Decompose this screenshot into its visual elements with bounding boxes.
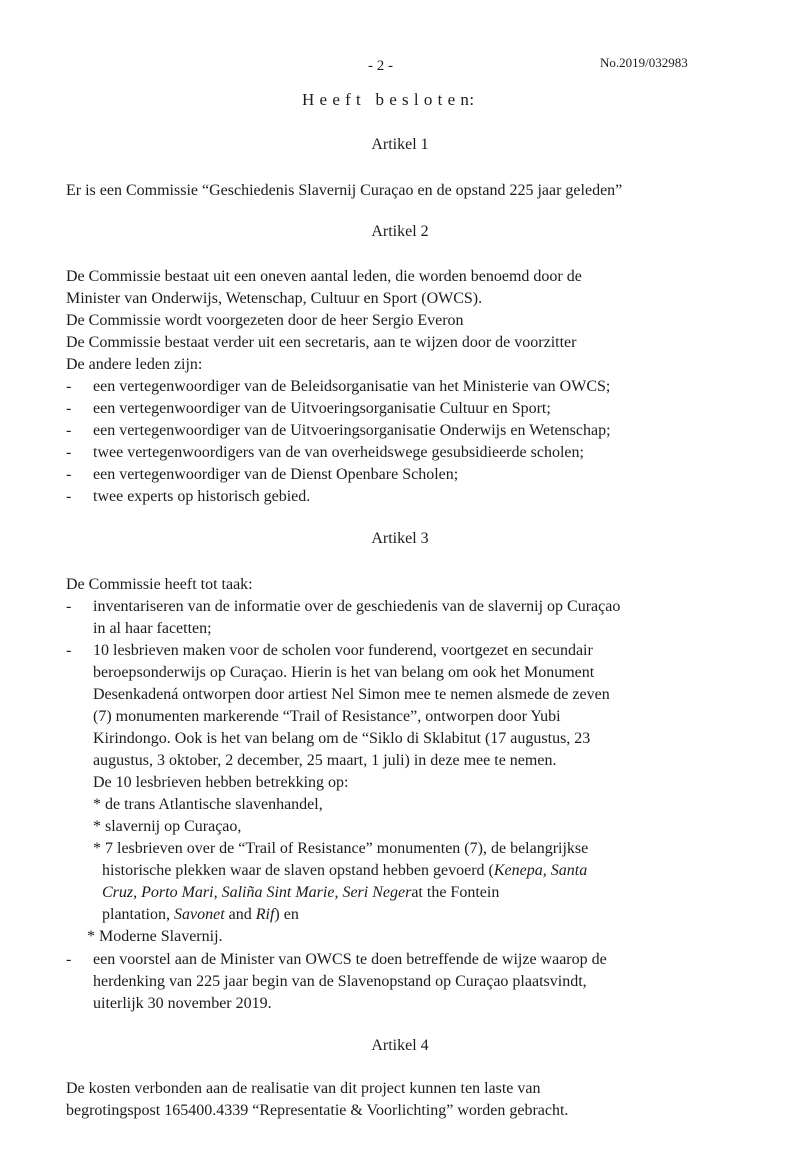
page-number: - 2 - <box>368 58 393 74</box>
place-name: Rif <box>255 906 275 923</box>
list-dash: - <box>66 951 72 968</box>
artikel-2-line: De Commissie bestaat verder uit een secretaris, aan te wijzen door de voorzitter <box>66 334 577 351</box>
subitem-modern-slavery: * Moderne Slavernij. <box>87 928 223 945</box>
place-names: Kenepa, Santa <box>493 862 588 879</box>
task-2-line: 10 lesbrieven maken voor de scholen voor funderend, voortgezet en secundair <box>93 642 593 659</box>
subitem-trail-line <box>102 860 587 881</box>
list-dash: - <box>66 444 72 461</box>
list-dash: - <box>66 598 72 615</box>
artikel-2-title: Artikel 2 <box>371 223 429 240</box>
task-1-line: in al haar facetten; <box>93 620 212 637</box>
artikel-3-title: Artikel 3 <box>371 530 429 547</box>
task-2-line: (7) monumenten markerende “Trail of Resistance”, ontworpen door Yubi <box>93 708 561 725</box>
list-dash: - <box>66 378 72 395</box>
task-2-line: Desenkadená ontworpen door artiest Nel Simon mee te nemen alsmede de zeven <box>93 686 610 703</box>
artikel-1-text: Er is een Commissie “Geschiedenis Slavernij Curaçao en de opstand 225 jaar geleden” <box>66 182 623 199</box>
task-3-line: herdenking van 225 jaar begin van de Slavenopstand op Curaçao plaatsvindt, <box>93 973 587 990</box>
subitem-text: and <box>224 906 256 923</box>
decision-heading: H e e f t b e s l o t e n: <box>302 90 475 109</box>
member-item: een vertegenwoordiger van de Uitvoeringsorganisatie Cultuur en Sport; <box>93 400 551 417</box>
task-2-line: beroepsonderwijs op Curaçao. Hierin is het van belang om ook het Monument <box>93 664 595 681</box>
place-names: Cruz, Porto Mari, Saliña Sint Marie, Seri Neger <box>102 884 412 901</box>
task-2-line: Kirindongo. Ook is het van belang om de “Siklo di Sklabitut (17 augustus, 23 <box>93 730 591 747</box>
subitem-trail-line: * 7 lesbrieven over de “Trail of Resistance” monumenten (7), de belangrijkse <box>93 840 589 857</box>
subitem-slavery-curacao: * slavernij op Curaçao, <box>93 818 242 835</box>
member-item: een vertegenwoordiger van de Beleidsorganisatie van het Ministerie van OWCS; <box>93 378 611 395</box>
artikel-2-line: De Commissie bestaat uit een oneven aantal leden, die worden benoemd door de <box>66 268 582 285</box>
task-2-line: augustus, 3 oktober, 2 december, 25 maart, 1 juli) in deze mee te nemen. <box>93 752 557 769</box>
artikel-4-title: Artikel 4 <box>371 1037 429 1054</box>
reference-number: No.2019/032983 <box>600 55 688 70</box>
artikel-1-title: Artikel 1 <box>371 136 429 153</box>
member-item: twee vertegenwoordigers van de van overheidswege gesubsidieerde scholen; <box>93 444 584 461</box>
member-item: een vertegenwoordiger van de Dienst Openbare Scholen; <box>93 466 459 483</box>
task-1-line: inventariseren van de informatie over de geschiedenis van de slavernij op Curaçao <box>93 598 621 615</box>
artikel-3-intro: De Commissie heeft tot taak: <box>66 576 253 593</box>
task-3-line: uiterlijk 30 november 2019. <box>93 995 272 1012</box>
artikel-2-line: De Commissie wordt voorgezeten door de heer Sergio Everon <box>66 312 464 329</box>
subitem-trail-line <box>102 882 499 903</box>
task-2-line: De 10 lesbrieven hebben betrekking op: <box>93 774 349 791</box>
list-dash: - <box>66 400 72 417</box>
task-3-line: een voorstel aan de Minister van OWCS te doen betreffende de wijze waarop de <box>93 951 607 968</box>
subitem-slave-trade: * de trans Atlantische slavenhandel, <box>93 796 323 813</box>
member-item: een vertegenwoordiger van de Uitvoeringsorganisatie Onderwijs en Wetenschap; <box>93 422 611 439</box>
list-dash: - <box>66 642 72 659</box>
subitem-text: ) en <box>274 906 299 923</box>
place-name: Savonet <box>173 906 225 923</box>
subitem-trail-line <box>102 904 299 925</box>
list-dash: - <box>66 488 72 505</box>
artikel-4-line: De kosten verbonden aan de realisatie van dit project kunnen ten laste van <box>66 1080 541 1097</box>
artikel-4-line: begrotingspost 165400.4339 “Representatie & Voorlichting” worden gebracht. <box>66 1102 569 1119</box>
subitem-text: historische plekken waar de slaven opstand hebben gevoerd ( <box>102 862 494 879</box>
list-dash: - <box>66 422 72 439</box>
subitem-text: plantation, <box>102 906 174 923</box>
artikel-2-line: Minister van Onderwijs, Wetenschap, Cultuur en Sport (OWCS). <box>66 290 483 307</box>
member-item: twee experts op historisch gebied. <box>93 488 311 505</box>
subitem-text: at the Fontein <box>411 884 500 901</box>
list-dash: - <box>66 466 72 483</box>
artikel-2-line: De andere leden zijn: <box>66 356 203 373</box>
